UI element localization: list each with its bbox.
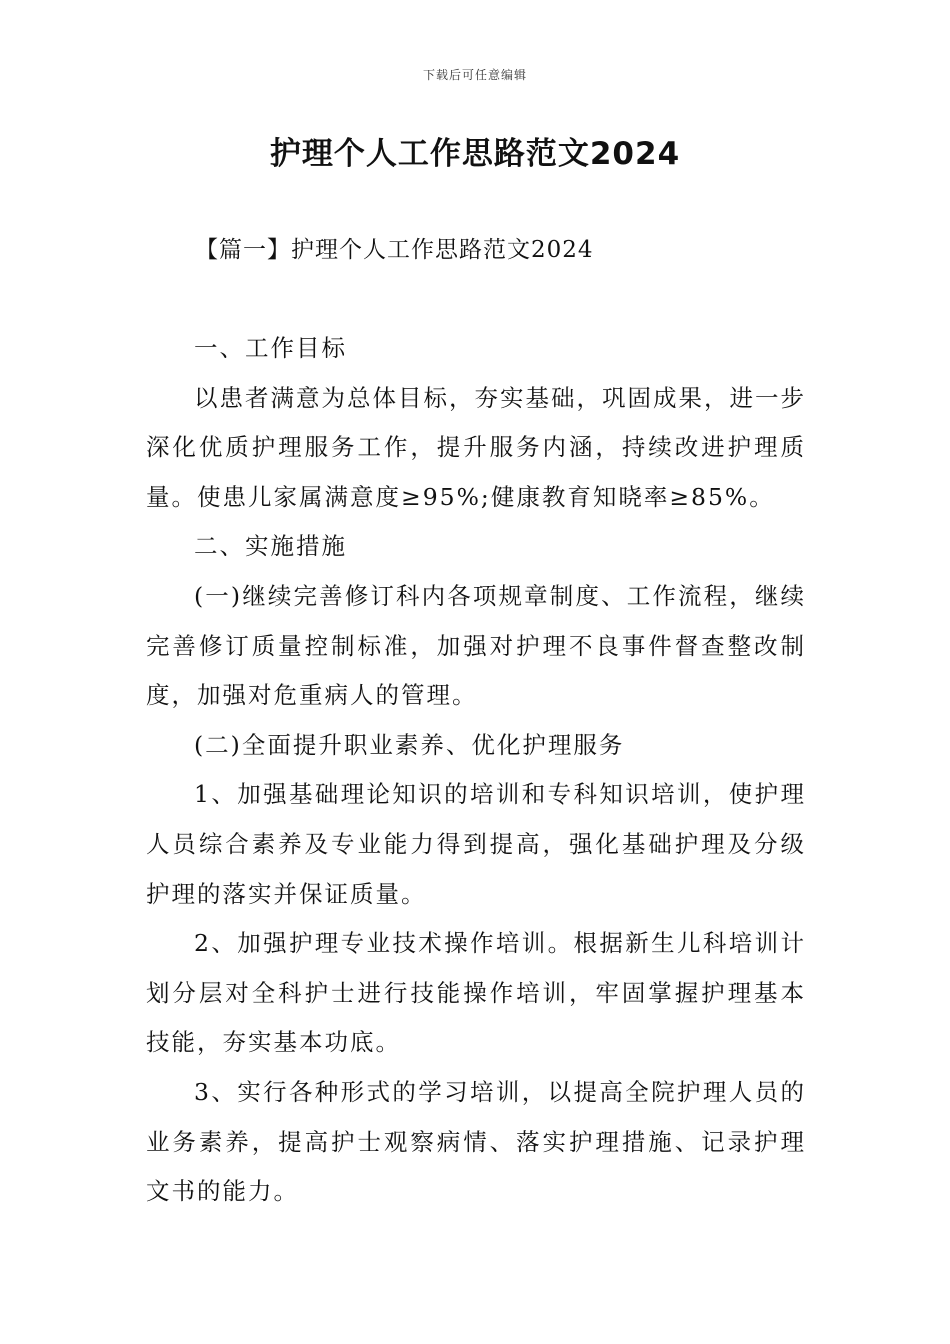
paragraph-goal-text: 以患者满意为总体目标，夯实基础，巩固成果，进一步深化优质护理服务工作，提升服务内涵，持续改进护理质量。使患儿家属满意度≥95%;健康教育知晓率≥85%。 [146, 383, 806, 511]
paragraph-measure-2: (二)全面提升职业素养、优化护理服务 [194, 730, 625, 759]
paragraph-measure-1: (一)继续完善修订科内各项规章制度、工作流程，继续完善修订质量控制标准，加强对护理不良事件督查整改制度，加强对危重病人的管理。 [146, 581, 806, 710]
paragraph-item-2: 2、加强护理专业技术操作培训。根据新生儿科培训计划分层对全科护士进行技能操作培训，牢固掌握护理基本技能，夯实基本功底。 [146, 929, 806, 1057]
document-body [146, 324, 806, 1217]
section-heading: 【篇一】护理个人工作思路范文2024 [195, 237, 594, 263]
paragraph-item-3: 3、实行各种形式的学习培训，以提高全院护理人员的业务素养，提高护士观察病情、落实护理措施、记录护理文书的能力。 [146, 1077, 806, 1206]
paragraph-item-1: 1、加强基础理论知识的培训和专科知识培训，使护理人员综合素养及专业能力得到提高，强化基础护理及分级护理的落实并保证质量。 [146, 780, 806, 908]
document-title: 护理个人工作思路范文2024 [269, 136, 681, 172]
heading-measures: 二、实施措施 [194, 532, 347, 561]
heading-work-goal: 一、工作目标 [194, 334, 347, 362]
header-note: 下载后可任意编辑 [422, 68, 527, 82]
